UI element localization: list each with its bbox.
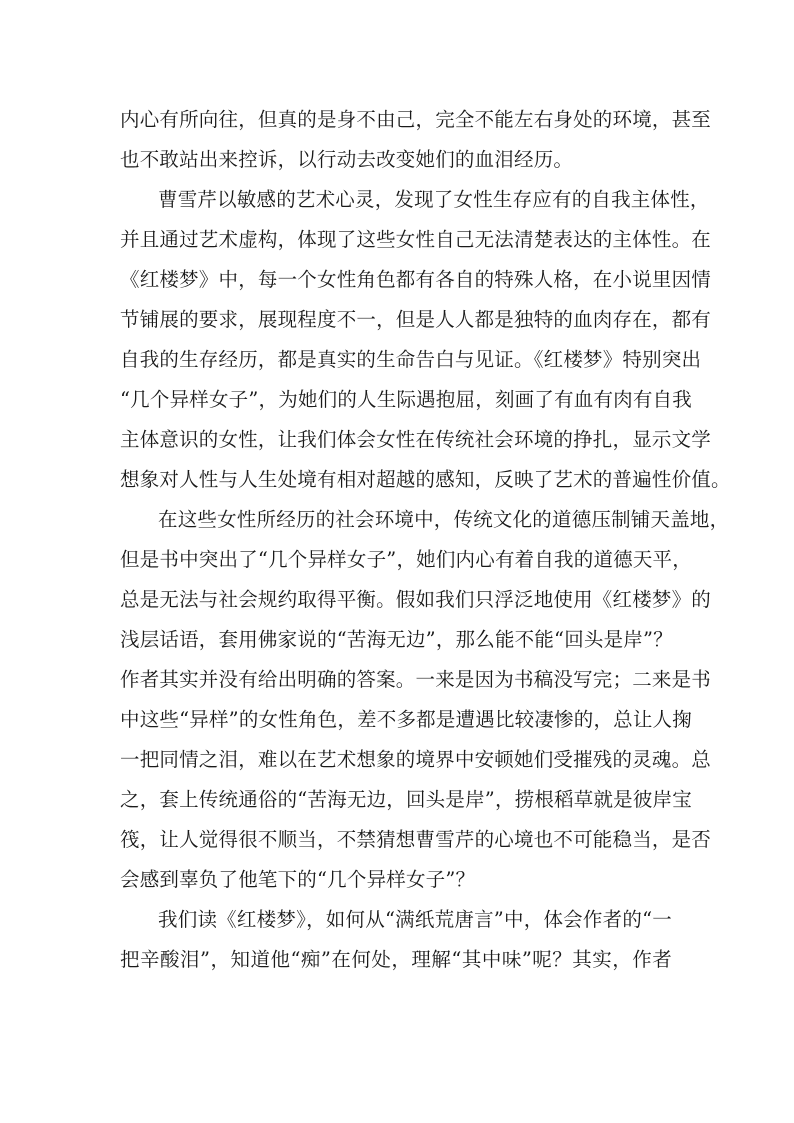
text-line: 一把同情之泪，难以在艺术想象的境界中安顿她们受摧残的灵魂。总 [120, 748, 712, 771]
text-line: 想象对人性与人生处境有相对超越的感知，反映了艺术的普遍性价值。 [120, 468, 731, 491]
text-line: 之，套上传统通俗的“苦海无边，回头是岸”，捞根稻草就是彼岸宝 [120, 788, 692, 811]
text-line: 把辛酸泪”，知道他“痴”在何处，理解“其中味”呢？其实，作者 [120, 948, 672, 971]
text-line: 并且通过艺术虚构，体现了这些女性自己无法清楚表达的主体性。在 [120, 228, 712, 251]
text-line: 内心有所向往，但真的是身不由己，完全不能左右身处的环境，甚至 [120, 108, 712, 131]
text-line: 浅层话语，套用佛家说的“苦海无边”，那么能不能“回头是岸”？ [120, 628, 673, 651]
text-line: “几个异样女子”，为她们的人生际遇抱屈，刻画了有血有肉有自我 [120, 388, 692, 411]
text-line: 我们读《红楼梦》，如何从“满纸荒唐言”中，体会作者的“一 [158, 908, 672, 931]
text-line: 自我的生存经历，都是真实的生命告白与见证。《红楼梦》特别突出 [120, 348, 702, 371]
text-line: 节铺展的要求，展现程度不一，但是人人都是独特的血肉存在，都有 [120, 308, 712, 331]
text-line: 曹雪芹以敏感的艺术心灵，发现了女性生存应有的自我主体性， [158, 188, 710, 211]
text-line: 在这些女性所经历的社会环境中，传统文化的道德压制铺天盖地， [158, 508, 730, 531]
text-line: 但是书中突出了“几个异样女子”，她们内心有着自我的道德天平， [120, 548, 692, 571]
text-line: 总是无法与社会规约取得平衡。假如我们只浮泛地使用《红楼梦》的 [120, 588, 712, 611]
text-line: 中这些“异样”的女性角色，差不多都是遭遇比较凄惨的，总让人掬 [120, 708, 692, 731]
text-line: 会感到辜负了他笔下的“几个异样女子”？ [120, 868, 476, 891]
body-text [120, 100, 731, 980]
text-line: 作者其实并没有给出明确的答案。一来是因为书稿没写完；二来是书 [120, 668, 712, 691]
text-line: 主体意识的女性，让我们体会女性在传统社会环境的挣扎，显示文学 [120, 428, 712, 451]
text-line: 也不敢站出来控诉，以行动去改变她们的血泪经历。 [120, 148, 574, 171]
text-line: 《红楼梦》中，每一个女性角色都有各自的特殊人格，在小说里因情 [120, 268, 712, 291]
text-line: 筏，让人觉得很不顺当，不禁猜想曹雪芹的心境也不可能稳当，是否 [120, 828, 712, 851]
